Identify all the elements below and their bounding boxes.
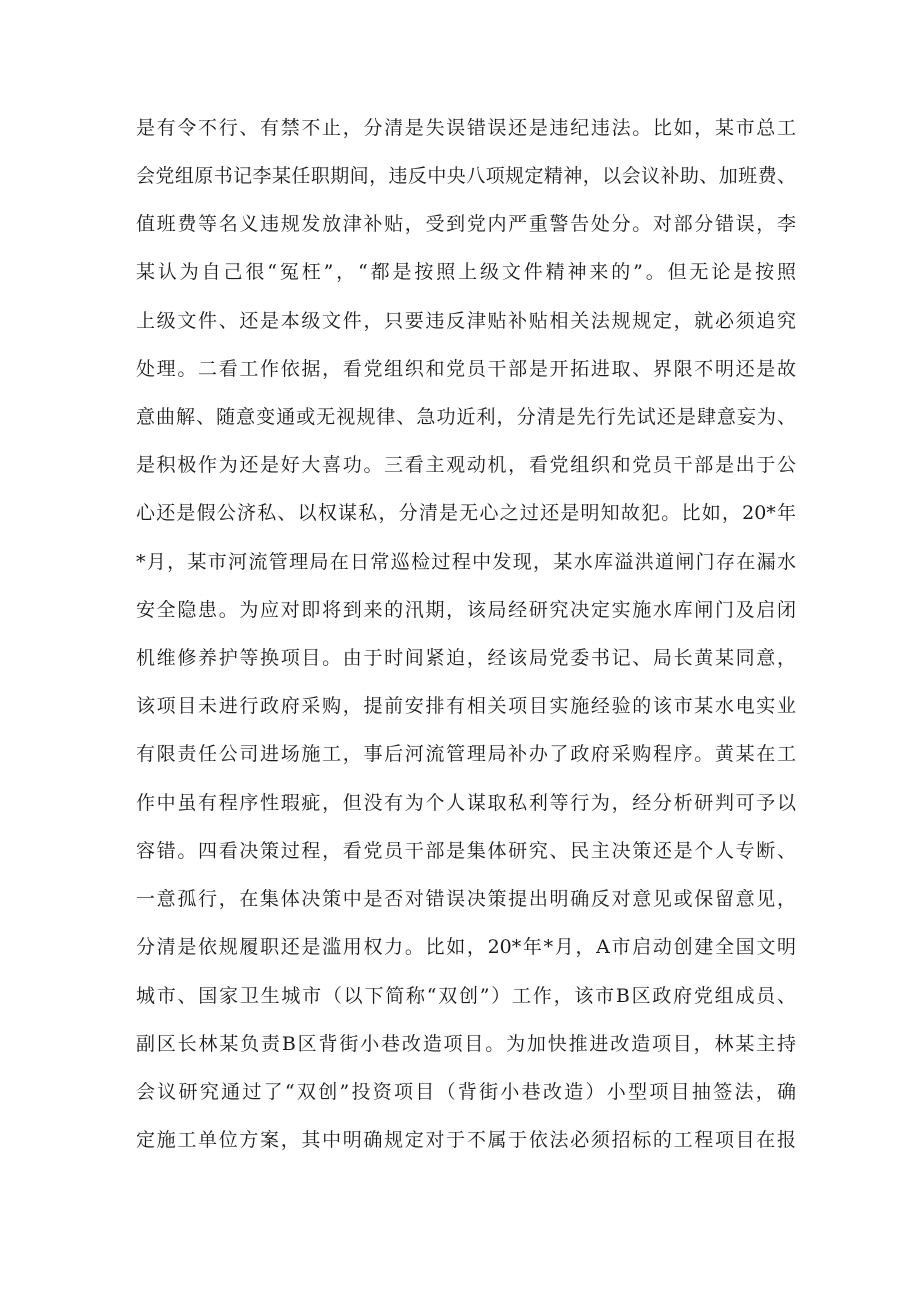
text-line: 副区长林某负责B区背街小巷改造项目。为加快推进改造项目，林某主持 <box>136 1033 796 1055</box>
text-line: 分清是依规履职还是滥用权力。比如，20*年*月，A市启动创建全国文明 <box>136 936 796 958</box>
text-line: 容错。四看决策过程，看党员干部是集体研究、民主决策还是个人专断、 <box>136 840 796 862</box>
text-line: *月，某市河流管理局在日常巡检过程中发现，某水库溢洪道闸门存在漏水 <box>136 551 796 573</box>
text-line: 城市、国家卫生城市（以下简称“双创”）工作，该市B区政府党组成员、 <box>136 985 796 1007</box>
text-line: 会党组原书记李某任职期间，违反中央八项规定精神，以会议补助、加班费、 <box>136 165 796 187</box>
text-line: 是积极作为还是好大喜功。三看主观动机，看党组织和党员干部是出于公 <box>136 454 796 476</box>
text-line: 该项目未进行政府采购，提前安排有相关项目实施经验的该市某水电实业 <box>136 695 796 717</box>
text-line: 意曲解、随意变通或无视规律、急功近利，分清是先行先试还是肆意妄为、 <box>136 406 796 428</box>
text-line: 安全隐患。为应对即将到来的汛期，该局经研究决定实施水库闸门及启闭 <box>136 599 796 621</box>
text-line: 是有令不行、有禁不止，分清是失误错误还是违纪违法。比如，某市总工 <box>136 117 796 139</box>
text-line: 作中虽有程序性瑕疵，但没有为个人谋取私利等行为，经分析研判可予以 <box>136 792 796 814</box>
text-line: 定施工单位方案，其中明确规定对于不属于依法必须招标的工程项目在报 <box>136 1129 796 1151</box>
text-line: 机维修养护等换项目。由于时间紧迫，经该局党委书记、局长黄某同意， <box>136 647 796 669</box>
text-line: 某认为自己很“冤枉”，“都是按照上级文件精神来的”。但无论是按照 <box>136 261 796 283</box>
text-line: 上级文件、还是本级文件，只要违反津贴补贴相关法规规定，就必须追究 <box>136 310 796 332</box>
text-line: 会议研究通过了“双创”投资项目（背街小巷改造）小型项目抽签法，确 <box>136 1081 796 1103</box>
text-line: 处理。二看工作依据，看党组织和党员干部是开拓进取、界限不明还是故 <box>136 358 796 380</box>
text-line: 一意孤行，在集体决策中是否对错误决策提出明确反对意见或保留意见， <box>136 888 796 910</box>
text-line: 心还是假公济私、以权谋私，分清是无心之过还是明知故犯。比如，20*年 <box>136 502 796 524</box>
text-line: 值班费等名义违规发放津补贴，受到党内严重警告处分。对部分错误，李 <box>136 213 796 235</box>
text-line: 有限责任公司进场施工，事后河流管理局补办了政府采购程序。黄某在工 <box>136 743 796 765</box>
